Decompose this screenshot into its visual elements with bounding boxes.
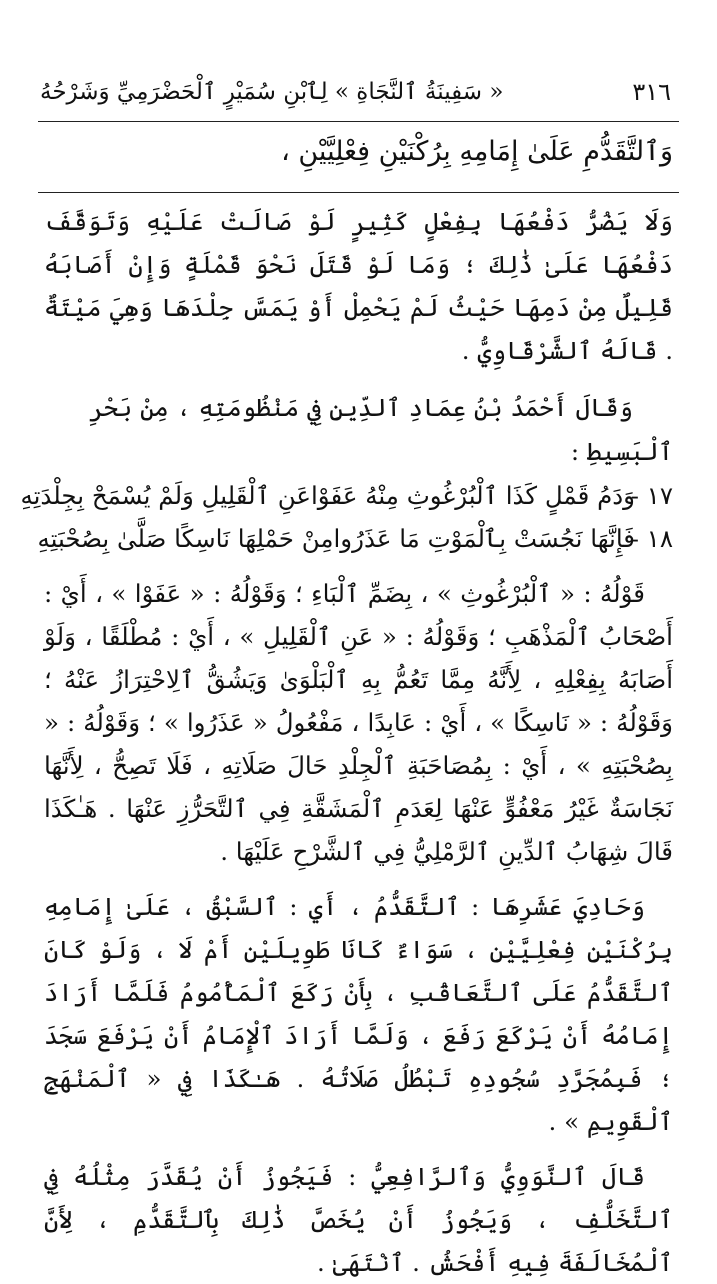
verse-number: ١٧ -: [630, 481, 673, 510]
verse-introduction: وَقَالَ أَحْمَدُ بْنُ عِمَادِ ٱلدِّينِ فِي مَنْظُومَتِهِ ، مِنْ بَحْرِ ٱلْبَسِيطِ :: [89, 393, 673, 466]
paragraph-eleventh-invalidator: وَحَادِيَ عَشَرِهَا : ٱلتَّقَدُّمُ ، أَيِ : ٱلسَّبْقُ ، عَلَىٰ إِمَامِهِ بِرُكْنَيْنِ فِعْلِيَّيْنِ ، سَوَاءٌ كَانَا طَوِيلَيْنِ أَمْ لَا ، وَلَوْ كَانَ ٱلتَّقَدُّمُ عَلَى ٱلتَّعَاقُبِ ، بِأَنْ رَكَعَ ٱلْمَأْمُومُ فَلَمَّا أَرَادَ إِمَامُهُ أَنْ يَرْكَعَ رَفَعَ ، وَلَمَّا أَرَادَ ٱلْإِمَامُ أَنْ يَرْفَعَ سَجَدَ ؛ فَبِمُجَرَّدِ سُجُودِهِ تَبْطُلُ صَلَاتُهُ . هَـٰكَذَا فِي « ٱلْمَنْهَجِ ٱلْقَوِيمِ » .: [44, 892, 673, 1136]
paragraph-nawawi-rafii: قَالَ ٱلنَّوَوِيُّ وَٱلرَّافِعِيُّ : فَيَجُوزُ أَنْ يُقَدَّرَ مِثْلُهُ فِي ٱلتَّخَلُّفِ ، وَيَجُوزُ أَنْ يُخَصَّ ذَٰلِكَ بِٱلتَّقَدُّمِ ، لِأَنَّ ٱلْمُخَالَفَةَ فِيهِ أَفْحَشُ . ٱنْتَهَىٰ .: [44, 1162, 673, 1277]
verse-18: [37, 517, 673, 560]
verse-first-hemistich: وَدَمُ قَمْلٍ كَذَا ٱلْبُرْغُوثِ مِنْهُ عَفَوْا: [310, 481, 635, 510]
matn-divider-rule: [38, 192, 679, 193]
verse-first-hemistich: فَإِنَّهَا نَجُسَتْ بِٱلْمَوْتِ مَا عَذَرُوا: [333, 524, 635, 553]
running-header: [40, 72, 671, 112]
verse-second-hemistich: عَنِ ٱلْقَلِيلِ وَلَمْ يُسْمَحْ بِجِلْدَتِهِ: [20, 481, 311, 510]
paragraph-verse-commentary: قَوْلُهُ : « ٱلْبُرْغُوثِ » ، بِضَمِّ ٱلْبَاءِ ؛ وَقَوْلُهُ : « عَفَوْا » ، أَيْ : أَصْحَابُ ٱلْمَذْهَبِ ؛ وَقَوْلُهُ : « عَنِ ٱلْقَلِيلِ » ، أَيْ : مُطْلَقًا ، وَلَوْ أَصَابَهُ بِفِعْلِهِ ، لِأَنَّهُ مِمَّا تَعُمُّ بِهِ ٱلْبَلْوَىٰ وَيَشُقُّ ٱلِاحْتِرَازُ عَنْهُ ؛ وَقَوْلُهُ : « نَاسِكًا » ، أَيْ : عَابِدًا ، مَفْعُولُ « عَذَرُوا » ؛ وَقَوْلُهُ : « بِصُحْبَتِهِ » ، أَيْ : بِمُصَاحَبَةِ ٱلْجِلْدِ حَالَ صَلَاتِهِ ، فَلَا تَصِحُّ ، لِأَنَّهَا نَجَاسَةٌ غَيْرُ مَعْفُوٍّ عَنْهَا لِعَدَمِ ٱلْمَشَقَّةِ فِي ٱلتَّحَرُّزِ عَنْهَا . هَـٰكَذَا قَالَ شِهَابُ ٱلدِّينِ ٱلرَّمْلِيُّ فِي ٱلشَّرْحِ عَلَيْهَا .: [44, 579, 673, 866]
page-number: ٣١٦: [632, 78, 671, 106]
paragraph-1: وَلَا يَضُرُّ دَفْعُهَا بِفِعْلٍ كَثِيرٍ لَوْ صَالَتْ عَلَيْهِ وَتَوَقَّفَ دَفْعُهَا عَلَىٰ ذَٰلِكَ ؛ وَمَا لَوْ قَتَلَ نَحْوَ قَمْلَةٍ وَإِنْ أَصَابَهُ قَلِيلٌ مِنْ دَمِهَا حَيْثُ لَمْ يَحْمِلْ أَوْ يَمَسَّ جِلْدَهَا وَهِيَ مَيْتَةٌ . قَالَهُ ٱلشَّرْقَاوِيُّ .: [44, 207, 673, 365]
verse-number: ١٨ -: [630, 524, 673, 553]
matn-line: وَٱلتَّقَدُّمِ عَلَىٰ إِمَامِهِ بِرُكْنَيْنِ فِعْلِيَّيْنِ ،: [281, 136, 673, 167]
header-rule: [38, 121, 679, 122]
verse-second-hemistich: مِنْ حَمْلِهَا نَاسِكًا صَلَّىٰ بِصُحْبَتِهِ: [37, 524, 334, 553]
commentary-body: [20, 200, 673, 1284]
verse-17: [20, 474, 673, 517]
running-title: « سَفِينَةُ ٱلنَّجَاةِ » لِٱبْنِ سُمَيْرٍ ٱلْحَضْرَمِيِّ وَشَرْحُهُ: [40, 79, 504, 105]
